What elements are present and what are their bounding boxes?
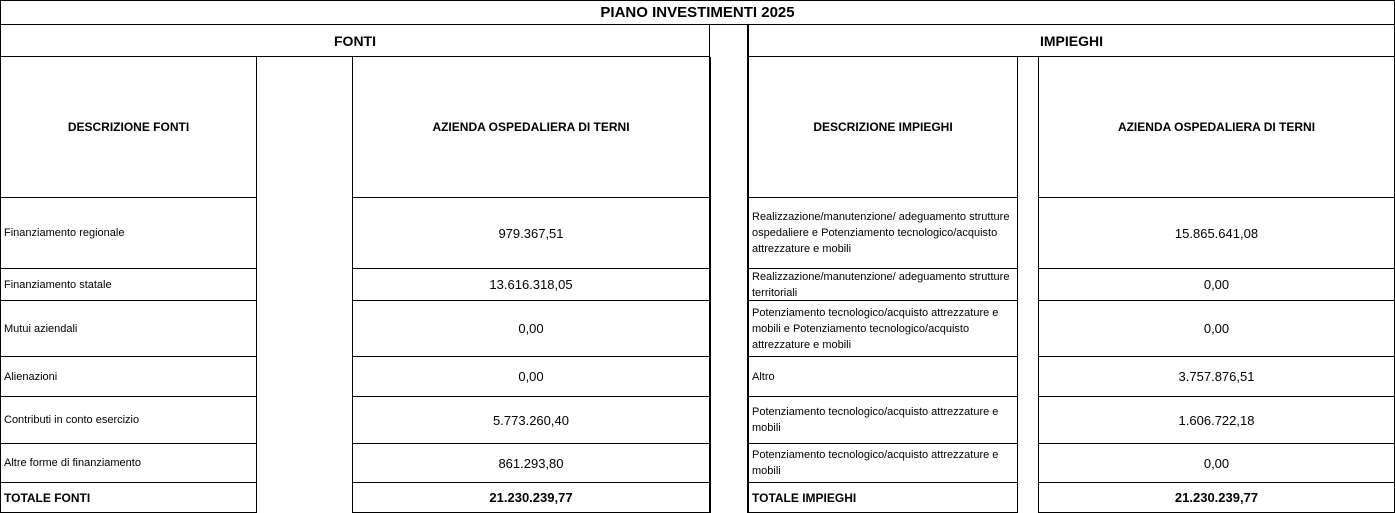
impieghi-row-value: 1.606.722,18 xyxy=(1038,397,1395,444)
fonti-row-value: 0,00 xyxy=(352,357,710,397)
impieghi-row-desc: Realizzazione/manutenzione/ adeguamento strutture ospedaliere e Potenziamento tecnologico/acquisto attrezzature e mobili xyxy=(748,198,1018,269)
fonti-row-desc: Finanziamento statale xyxy=(0,269,257,301)
impieghi-spacer-column xyxy=(1018,57,1038,513)
impieghi-row-desc: Potenziamento tecnologico/acquisto attrezzature e mobili xyxy=(748,397,1018,444)
impieghi-row-value: 3.757.876,51 xyxy=(1038,357,1395,397)
impieghi-total-label: TOTALE IMPIEGHI xyxy=(748,483,1018,513)
impieghi-row-desc: Potenziamento tecnologico/acquisto attrezzature e mobili e Potenziamento tecnologico/acquisto attrezzature e mobili xyxy=(748,301,1018,357)
fonti-row-value: 5.773.260,40 xyxy=(352,397,710,444)
impieghi-desc-column-header: DESCRIZIONE IMPIEGHI xyxy=(748,57,1018,198)
table-title: PIANO INVESTIMENTI 2025 xyxy=(0,0,1395,25)
fonti-total-value: 21.230.239,77 xyxy=(352,483,710,513)
fonti-row-desc: Altre forme di finanziamento xyxy=(0,444,257,483)
impieghi-row-value: 15.865.641,08 xyxy=(1038,198,1395,269)
impieghi-row-desc: Realizzazione/manutenzione/ adeguamento strutture territoriali xyxy=(748,269,1018,301)
impieghi-value-column-header: AZIENDA OSPEDALIERA DI TERNI xyxy=(1038,57,1395,198)
fonti-row-value: 979.367,51 xyxy=(352,198,710,269)
fonti-row-desc: Contributi in conto esercizio xyxy=(0,397,257,444)
fonti-row-desc: Finanziamento regionale xyxy=(0,198,257,269)
fonti-desc-column-header: DESCRIZIONE FONTI xyxy=(0,57,257,198)
fonti-section-header: FONTI xyxy=(0,25,710,57)
fonti-row-desc: Alienazioni xyxy=(0,357,257,397)
fonti-total-label: TOTALE FONTI xyxy=(0,483,257,513)
separator-column xyxy=(710,25,748,57)
fonti-row-value: 861.293,80 xyxy=(352,444,710,483)
fonti-row-value: 13.616.318,05 xyxy=(352,269,710,301)
impieghi-row-desc: Altro xyxy=(748,357,1018,397)
fonti-row-value: 0,00 xyxy=(352,301,710,357)
impieghi-row-value: 0,00 xyxy=(1038,269,1395,301)
middle-spacer-column xyxy=(710,57,748,513)
fonti-spacer-column xyxy=(257,57,352,513)
fonti-row-desc: Mutui aziendali xyxy=(0,301,257,357)
impieghi-row-value: 0,00 xyxy=(1038,444,1395,483)
impieghi-row-value: 0,00 xyxy=(1038,301,1395,357)
impieghi-row-desc: Potenziamento tecnologico/acquisto attrezzature e mobili xyxy=(748,444,1018,483)
fonti-value-column-header: AZIENDA OSPEDALIERA DI TERNI xyxy=(352,57,710,198)
impieghi-section-header: IMPIEGHI xyxy=(748,25,1395,57)
impieghi-total-value: 21.230.239,77 xyxy=(1038,483,1395,513)
